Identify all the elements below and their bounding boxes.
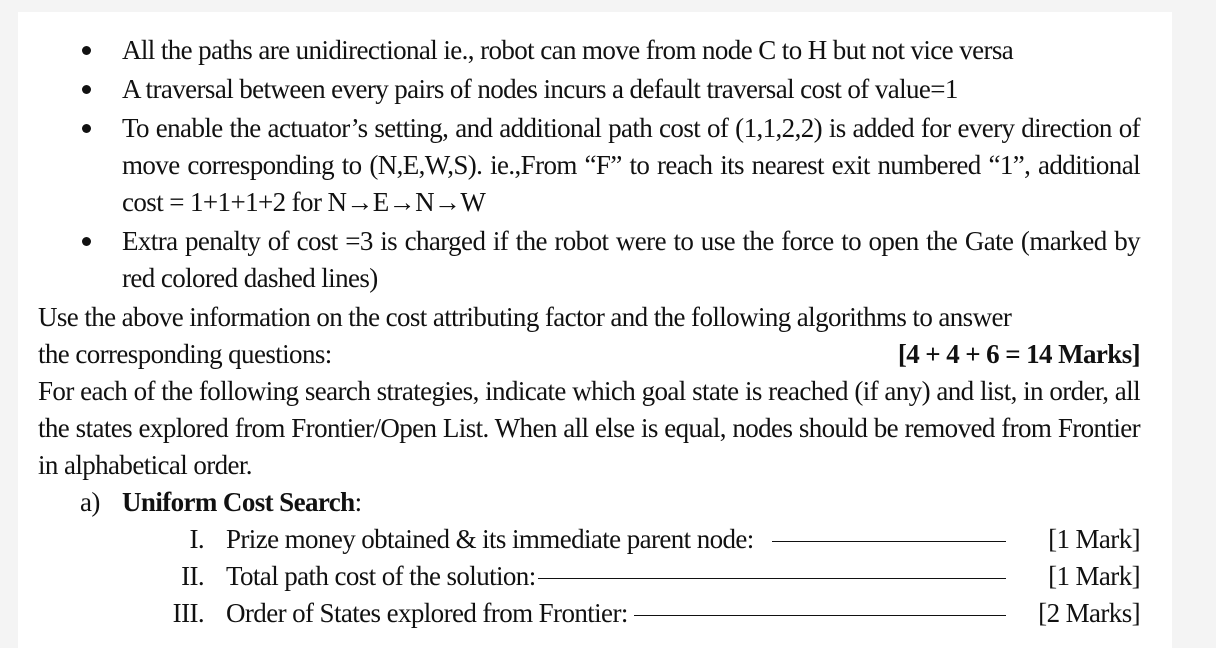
part-label: a) (80, 487, 100, 517)
document-body (38, 32, 1140, 632)
question-mark: [1 Mark] (1048, 561, 1140, 591)
question-mark: [2 Marks] (1038, 598, 1140, 628)
question-row (38, 595, 1140, 632)
answer-blank[interactable] (634, 615, 1006, 616)
strategy-note: For each of the following search strategies, indicate which goal state is reached (if any) and list, in order, all the states explored from Frontier/Open List. When all else is equal, nodes should be removed from Frontier in alphabetical order. (38, 376, 1140, 480)
list-item (38, 71, 1140, 108)
bullet-icon (82, 46, 91, 55)
bullet-icon (82, 85, 91, 94)
part-title: Uniform Cost Search (122, 487, 355, 517)
cost-rules-list (38, 32, 1140, 297)
list-item (38, 32, 1140, 69)
instruction-text: the corresponding questions: (38, 339, 332, 369)
answer-blank[interactable] (772, 541, 1006, 542)
document-page (18, 12, 1172, 648)
instruction-line-2 (38, 336, 1140, 373)
total-marks: [4 + 4 + 6 = 14 Marks] (897, 339, 1140, 369)
question-number: II. (181, 561, 204, 591)
question-number: III. (172, 598, 204, 628)
part-a-heading (38, 484, 1140, 521)
question-number: I. (189, 524, 204, 554)
rule-text: Extra penalty of cost =3 is charged if the robot were to use the force to open the Gate (marked by red colored dashed lines) (122, 226, 1140, 293)
question-row (38, 558, 1140, 595)
question-text: Order of States explored from Frontier: (226, 598, 628, 628)
list-item (38, 223, 1140, 297)
question-text: Total path cost of the solution: (226, 561, 536, 591)
instruction-line-1: Use the above information on the cost attributing factor and the following algorithms to answer (38, 302, 1012, 332)
rule-text: A traversal between every pairs of nodes incurs a default traversal cost of value=1 (122, 74, 958, 104)
answer-blank[interactable] (538, 578, 1006, 579)
question-text: Prize money obtained & its immediate parent node: (226, 524, 754, 554)
part-colon: : (354, 487, 362, 517)
rule-text: All the paths are unidirectional ie., robot can move from node C to H but not vice versa (122, 35, 1014, 65)
bullet-icon (82, 124, 91, 133)
list-item (38, 110, 1140, 221)
question-mark: [1 Mark] (1048, 524, 1140, 554)
rule-text: To enable the actuator’s setting, and additional path cost of (1,1,2,2) is added for every direction of move corresponding to (N,E,W,S). ie.,From “F” to reach its nearest exit numbered “1”, additional cost = 1+1+1+2 for N→E→N→W (122, 113, 1140, 217)
question-row (38, 521, 1140, 558)
bullet-icon (82, 237, 91, 246)
